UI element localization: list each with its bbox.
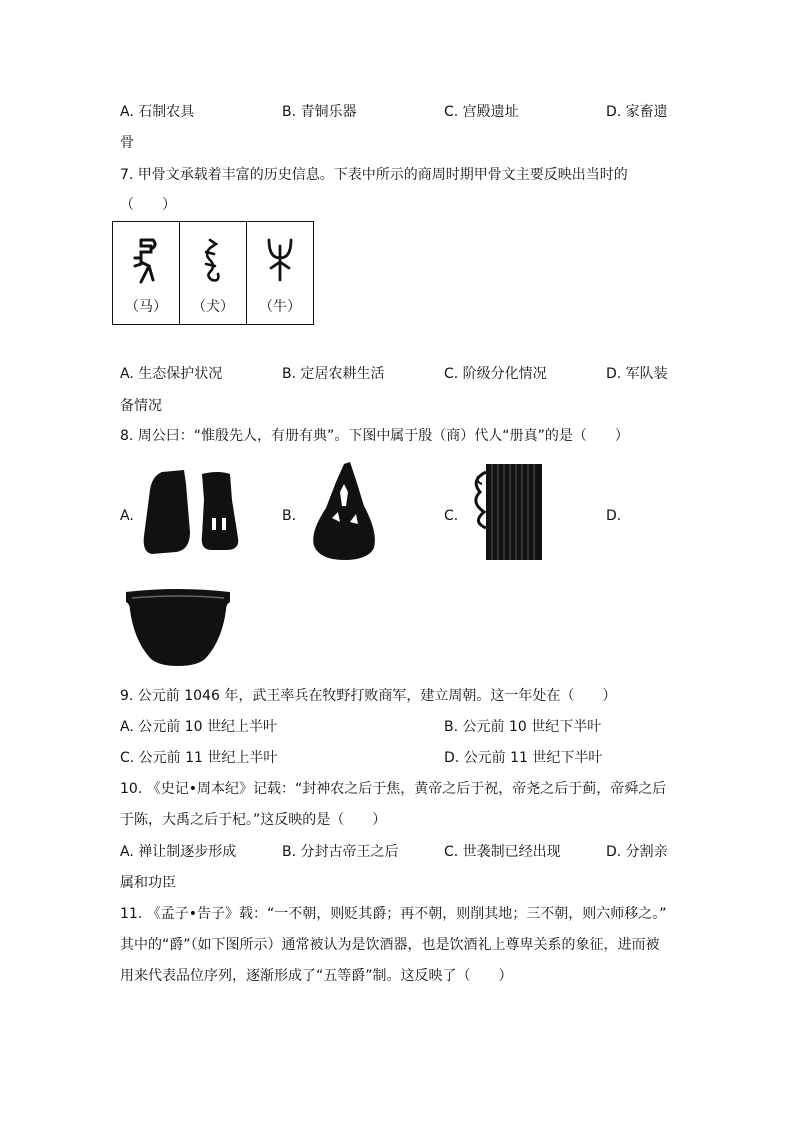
jade-artifact-image <box>304 462 384 562</box>
q7-option-d: D. 军队装 <box>606 366 668 382</box>
oracle-horse-icon <box>131 236 161 288</box>
q6-option-a: A. 石制农具 <box>120 104 195 120</box>
q7-option-d-wrap: 备情况 <box>120 398 162 414</box>
pottery-vessel-image <box>122 588 234 668</box>
oracle-caption-ox: （牛） <box>259 299 301 315</box>
q10-option-c: C. 世袭制已经出现 <box>444 844 561 860</box>
q7-answer-paren: （ ） <box>120 197 176 213</box>
oracle-dog-icon <box>198 236 228 288</box>
q7-option-c: C. 阶级分化情况 <box>444 366 547 382</box>
q6-option-b: B. 青铜乐器 <box>282 104 357 120</box>
q9-option-d: D. 公元前 11 世纪下半叶 <box>444 750 603 766</box>
q10-line-1: 10. 《史记•周本纪》记载：“封神农之后于焦，黄帝之后于祝，帝尧之后于蓟，帝舜之后 <box>120 781 667 797</box>
q7-oracle-table <box>112 221 314 325</box>
q10-option-a: A. 禅让制逐步形成 <box>120 844 237 860</box>
q10-option-d: D. 分割亲 <box>606 844 668 860</box>
q6-option-d-wrap: 骨 <box>120 135 134 151</box>
oracle-cell-horse <box>113 222 180 325</box>
q9-option-a: A. 公元前 10 世纪上半叶 <box>120 719 277 735</box>
oracle-ox-icon <box>265 236 295 288</box>
oracle-cell-ox <box>247 222 314 325</box>
q10-option-d-wrap: 属和功臣 <box>120 875 176 891</box>
q8-label-c: C. <box>444 508 459 524</box>
q10-line-2: 于陈，大禹之后于杞。”这反映的是（ ） <box>120 812 387 828</box>
q9-stem: 9. 公元前 1046 年，武王率兵在牧野打败商军，建立周朝。这一年处在（ ） <box>120 688 617 704</box>
q11-line-3: 用来代表品位序列，逐渐形成了“五等爵”制。这反映了（ ） <box>120 968 513 984</box>
bamboo-slips-image <box>468 462 548 562</box>
q7-option-b: B. 定居农耕生活 <box>282 366 385 382</box>
oracle-caption-horse: （马） <box>125 299 167 315</box>
q7-option-a: A. 生态保护状况 <box>120 366 223 382</box>
q11-line-1: 11. 《孟子•告子》载：“一不朝，则贬其爵；再不朝，则削其地；三不朝，则六师移之。” <box>120 906 667 922</box>
bone-fragments-image <box>140 470 252 556</box>
q8-label-d: D. <box>606 508 622 524</box>
q6-option-d: D. 家畜遗 <box>606 104 668 120</box>
q7-stem: 7. 甲骨文承载着丰富的历史信息。下表中所示的商周时期甲骨文主要反映出当时的 <box>120 167 628 183</box>
q6-option-c: C. 宫殿遗址 <box>444 104 519 120</box>
q9-option-c: C. 公元前 11 世纪上半叶 <box>120 750 278 766</box>
q10-option-b: B. 分封古帝王之后 <box>282 844 399 860</box>
q8-stem: 8. 周公曰：“惟殷先人，有册有典”。下图中属于殷（商）代人“册真”的是（ ） <box>120 428 629 444</box>
q11-line-2: 其中的“爵”（如下图所示）通常被认为是饮酒器，也是饮酒礼上尊卑关系的象征，进而被 <box>120 937 660 953</box>
q8-label-b: B. <box>282 508 297 524</box>
oracle-caption-dog: （犬） <box>192 299 234 315</box>
q8-label-a: A. <box>120 508 134 524</box>
oracle-cell-dog <box>180 222 247 325</box>
q9-option-b: B. 公元前 10 世纪下半叶 <box>444 719 602 735</box>
